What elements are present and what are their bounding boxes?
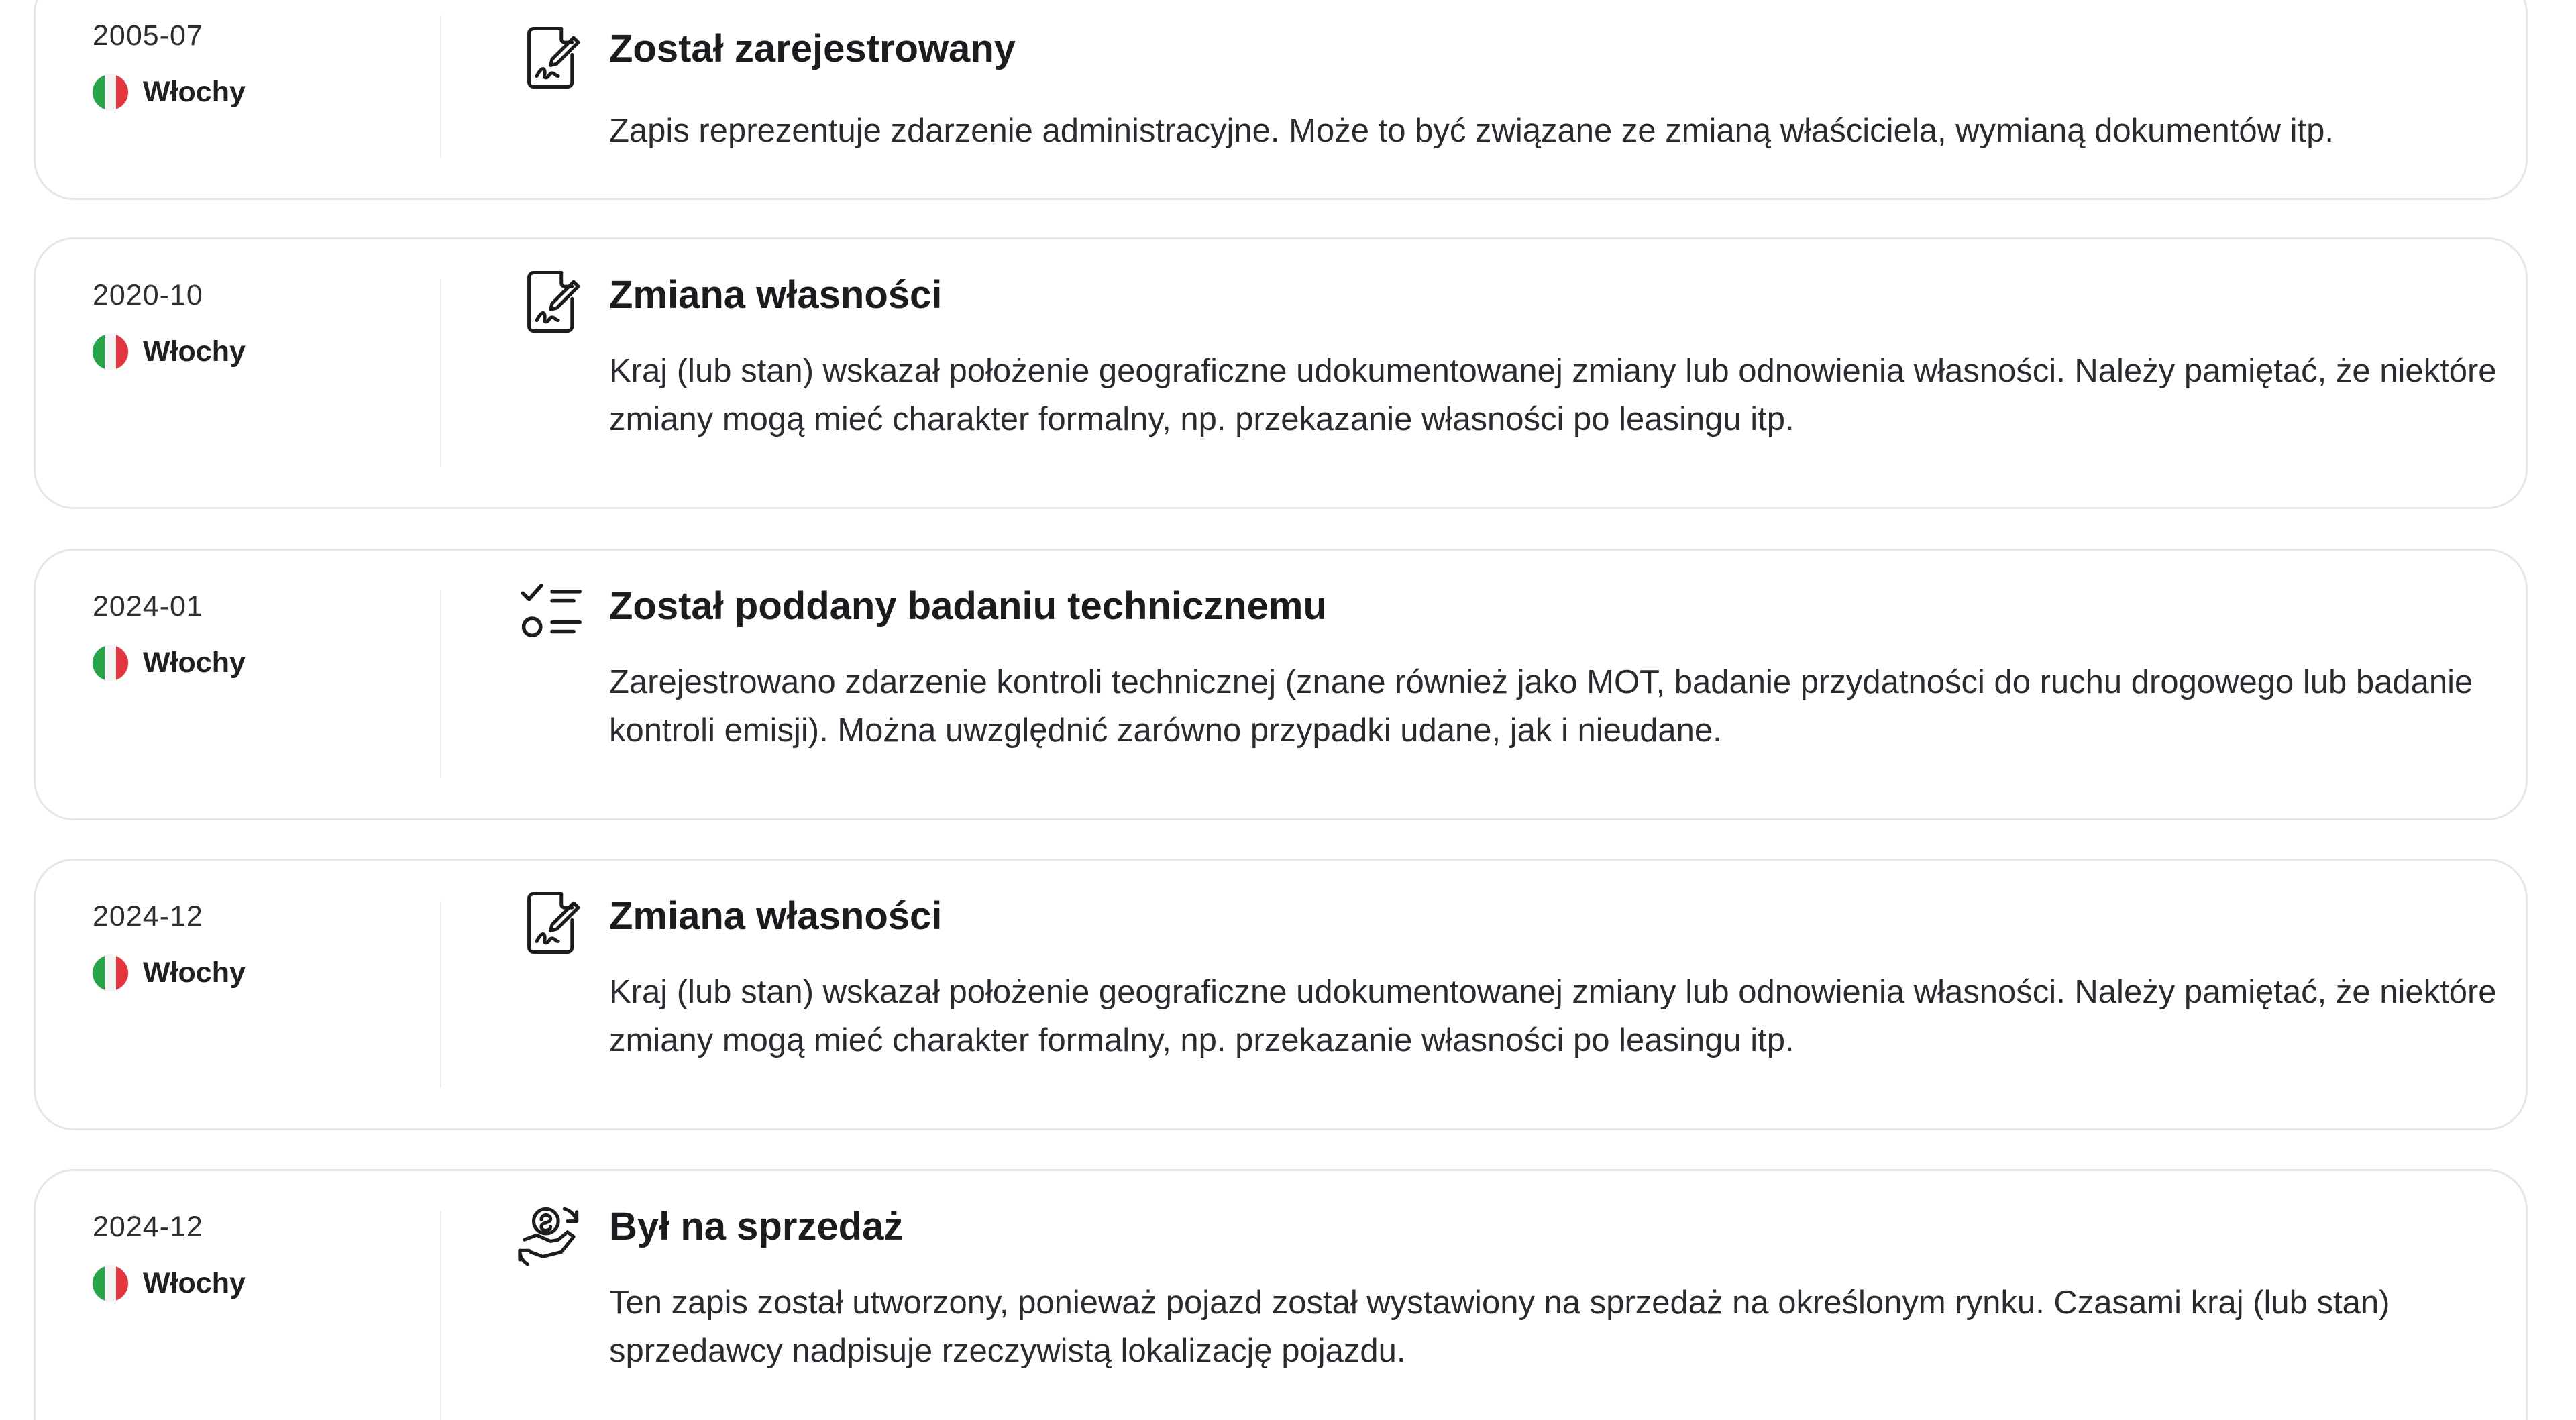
italy-flag-icon [93, 955, 128, 991]
timeline-event-card [34, 549, 2528, 820]
event-country [93, 955, 246, 991]
event-country [93, 1266, 246, 1301]
checklist-icon [515, 576, 589, 650]
event-meta [93, 590, 246, 681]
event-title: Został zarejestrowany [609, 27, 1016, 70]
event-meta [93, 1210, 246, 1301]
event-description: Ten zapis został utworzony, ponieważ pojazd został wystawiony na sprzedaż na określonym rynku. Czasami kraj (lub stan) sprzedawcy nadpisuje rzeczywistą lokalizację pojazdu. [609, 1285, 2390, 1369]
document-signature-icon [515, 21, 589, 95]
event-description: Zapis reprezentuje zdarzenie administracyjne. Może to być związane ze zmianą właściciela, wymianą dokumentów itp. [609, 113, 2334, 149]
event-description: Zarejestrowano zdarzenie kontroli technicznej (znane również jako MOT, badanie przydatności do ruchu drogowego lub badanie kontroli emisji). Można uwzględnić zarówno przypadki udane, jak i nieudane. [609, 664, 2473, 749]
timeline-event-card [34, 859, 2528, 1130]
timeline-event-card [34, 1169, 2528, 1420]
italy-flag-icon [93, 74, 128, 110]
event-meta [93, 899, 246, 991]
event-title: Został poddany badaniu technicznemu [609, 584, 1327, 628]
event-country [93, 74, 246, 110]
event-country-name: Włochy [143, 647, 246, 679]
event-date: 2005-07 [93, 19, 203, 52]
event-date: 2020-10 [93, 279, 203, 311]
card-divider [440, 15, 441, 158]
event-meta [93, 278, 246, 370]
event-date: 2024-12 [93, 1211, 203, 1243]
event-country-name: Włochy [143, 957, 246, 989]
event-country-name: Włochy [143, 335, 246, 368]
italy-flag-icon [93, 645, 128, 681]
for-sale-exchange-icon [515, 1197, 589, 1270]
card-divider [440, 901, 441, 1088]
timeline-event-card [34, 237, 2528, 509]
event-country [93, 645, 246, 681]
document-signature-icon [515, 886, 589, 960]
event-meta [93, 19, 246, 110]
event-country-name: Włochy [143, 76, 246, 108]
event-date: 2024-12 [93, 900, 203, 932]
italy-flag-icon [93, 334, 128, 370]
event-title: Zmiana własności [609, 894, 943, 938]
event-country [93, 334, 246, 370]
event-date: 2024-01 [93, 590, 203, 622]
event-description: Kraj (lub stan) wskazał położenie geograficzne udokumentowanej zmiany lub odnowienia własności. Należy pamiętać, że niektóre zmiany mogą mieć charakter formalny, np. przekazanie własności po leasingu itp. [609, 353, 2497, 437]
card-divider [440, 591, 441, 778]
event-description: Kraj (lub stan) wskazał położenie geograficzne udokumentowanej zmiany lub odnowienia własności. Należy pamiętać, że niektóre zmiany mogą mieć charakter formalny, np. przekazanie własności po leasingu itp. [609, 974, 2497, 1058]
italy-flag-icon [93, 1266, 128, 1301]
document-signature-icon [515, 265, 589, 339]
card-divider [440, 280, 441, 467]
timeline-event-card [34, 0, 2528, 200]
event-title: Był na sprzedaż [609, 1205, 904, 1248]
event-country-name: Włochy [143, 1267, 246, 1299]
card-divider [440, 1211, 441, 1420]
event-title: Zmiana własności [609, 273, 943, 317]
